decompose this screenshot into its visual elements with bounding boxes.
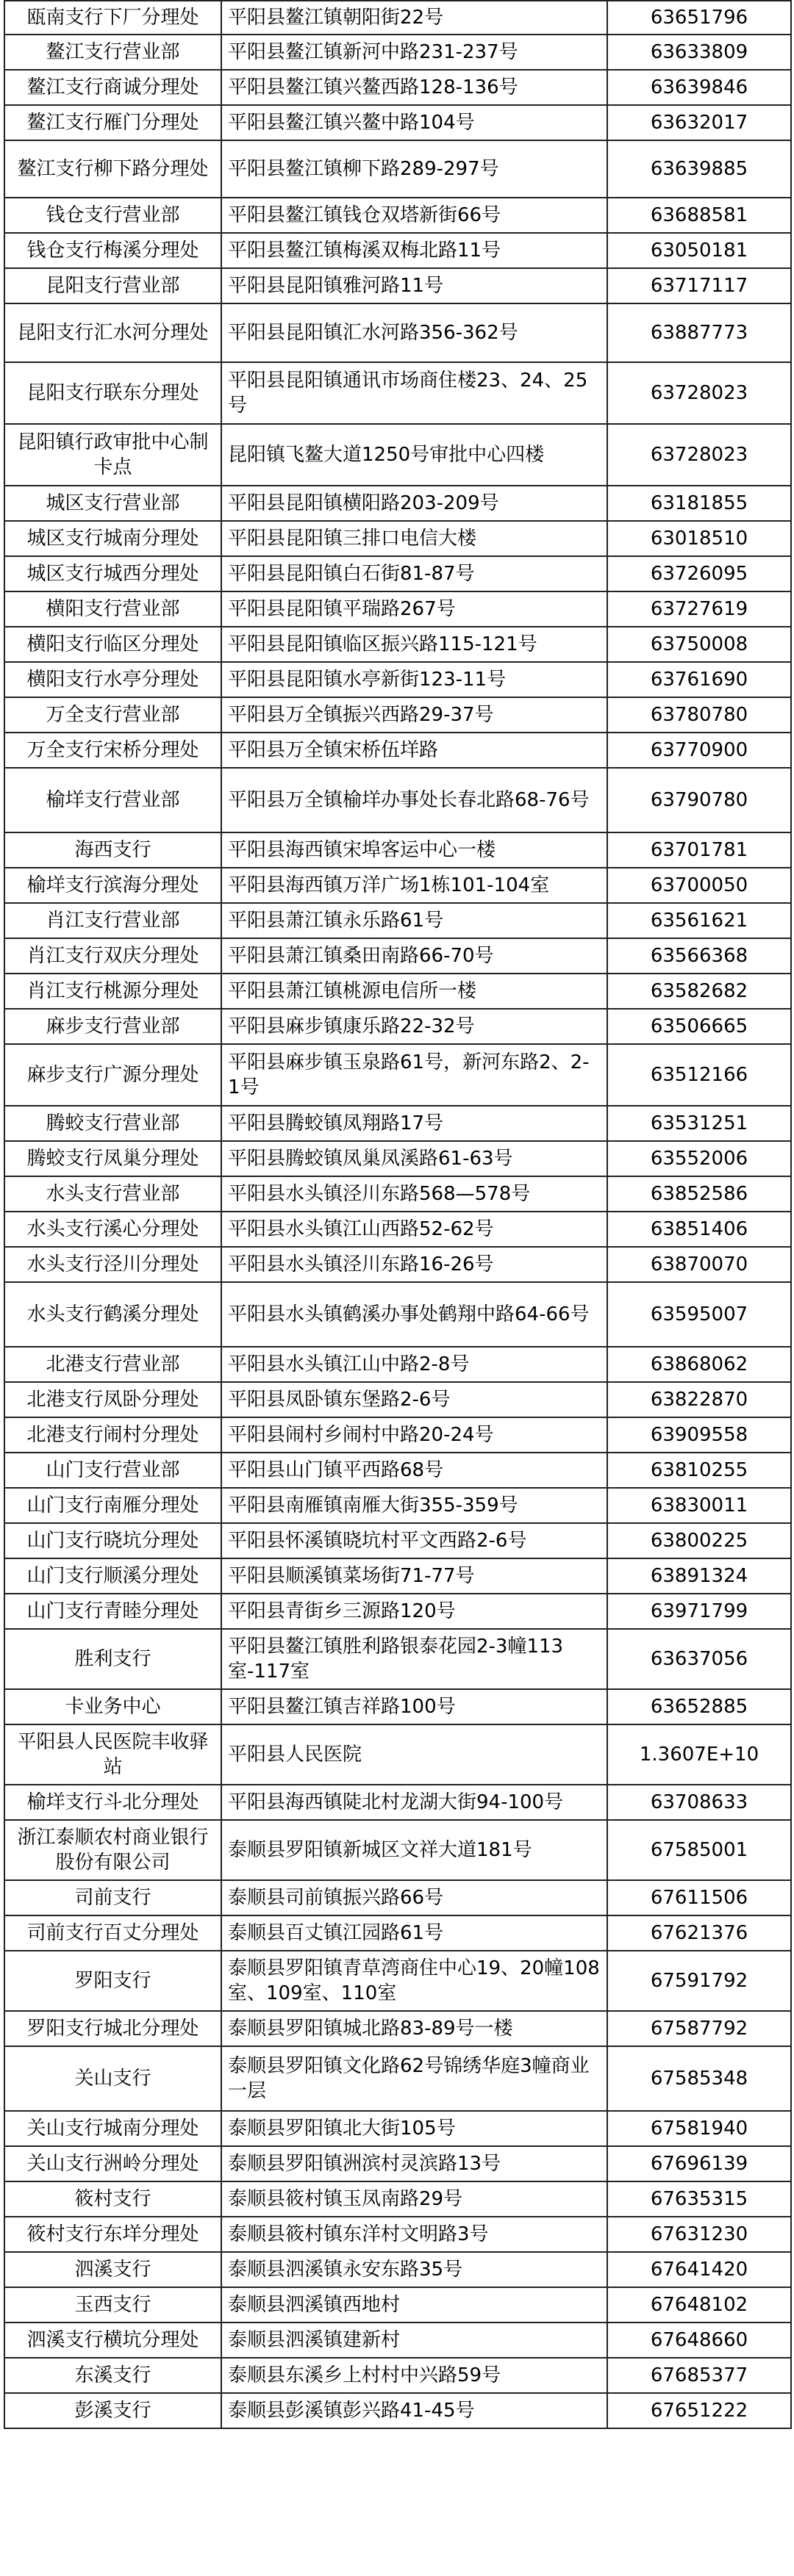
phone-cell: 63701781: [607, 832, 791, 868]
branch-name-cell: 横阳支行临区分理处: [4, 627, 221, 662]
table-row: [4, 70, 791, 105]
table-row: [4, 2252, 791, 2287]
branch-name-cell: 鳌江支行柳下路分理处: [4, 140, 221, 198]
table-row: [4, 1453, 791, 1488]
phone-cell: 63851406: [607, 1212, 791, 1247]
phone-cell: 63770900: [607, 733, 791, 768]
address-cell: 平阳县怀溪镇晓坑村平文西路2-6号: [221, 1523, 607, 1558]
address-cell: 平阳县青街乡三源路120号: [221, 1594, 607, 1629]
table-row: [4, 2011, 791, 2046]
phone-cell: 63531251: [607, 1106, 791, 1141]
branch-name-cell: 山门支行晓坑分理处: [4, 1523, 221, 1558]
branch-name-cell: 东溪支行: [4, 2358, 221, 2393]
phone-cell: 63726095: [607, 556, 791, 591]
branch-name-cell: 罗阳支行: [4, 1951, 221, 2011]
address-cell: 平阳县鳌江镇兴鳌西路128-136号: [221, 70, 607, 105]
branch-name-cell: 筱村支行: [4, 2181, 221, 2217]
branch-name-cell: 水头支行营业部: [4, 1176, 221, 1212]
branch-table-body: [4, 1, 791, 2428]
table-row: [4, 2323, 791, 2358]
branch-name-cell: 腾蛟支行营业部: [4, 1106, 221, 1141]
phone-cell: 63639885: [607, 140, 791, 198]
address-cell: 泰顺县百丈镇江园路61号: [221, 1915, 607, 1951]
table-row: [4, 1212, 791, 1247]
table-row: [4, 486, 791, 521]
branch-name-cell: 昆阳支行联东分理处: [4, 362, 221, 424]
table-row: [4, 2358, 791, 2393]
address-cell: 泰顺县罗阳镇城北路83-89号一楼: [221, 2011, 607, 2046]
address-cell: 泰顺县司前镇振兴路66号: [221, 1880, 607, 1915]
table-row: [4, 1044, 791, 1106]
address-cell: 平阳县海西镇宋埠客运中心一楼: [221, 832, 607, 868]
table-row: [4, 1724, 791, 1785]
table-row: [4, 1, 791, 35]
phone-cell: 63870070: [607, 1247, 791, 1282]
branch-name-cell: 卡业务中心: [4, 1689, 221, 1724]
table-row: [4, 1382, 791, 1417]
address-cell: 平阳县萧江镇桃源电信所一楼: [221, 974, 607, 1009]
address-cell: 平阳县昆阳镇水亭新街123-11号: [221, 662, 607, 697]
branch-name-cell: 浙江泰顺农村商业银行股份有限公司: [4, 1820, 221, 1880]
address-cell: 泰顺县泗溪镇永安东路35号: [221, 2252, 607, 2287]
phone-cell: 67641420: [607, 2252, 791, 2287]
table-row: [4, 1417, 791, 1453]
branch-name-cell: 横阳支行水亭分理处: [4, 662, 221, 697]
phone-cell: 63633809: [607, 35, 791, 70]
table-row: [4, 2046, 791, 2111]
table-row: [4, 1009, 791, 1044]
phone-cell: 67585348: [607, 2046, 791, 2111]
phone-cell: 63727619: [607, 591, 791, 627]
address-cell: 平阳县鳌江镇胜利路银泰花园2-3幢113室-117室: [221, 1629, 607, 1689]
table-row: [4, 362, 791, 424]
phone-cell: 67648102: [607, 2287, 791, 2323]
table-row: [4, 233, 791, 268]
address-cell: 泰顺县彭溪镇彭兴路41-45号: [221, 2393, 607, 2428]
address-cell: 平阳县萧江镇永乐路61号: [221, 903, 607, 938]
branch-name-cell: 北港支行营业部: [4, 1347, 221, 1382]
branch-name-cell: 榆垟支行滨海分理处: [4, 868, 221, 903]
address-cell: 泰顺县罗阳镇文化路62号锦绣华庭3幢商业一层: [221, 2046, 607, 2111]
address-cell: 平阳县鳌江镇柳下路289-297号: [221, 140, 607, 198]
phone-cell: 63688581: [607, 198, 791, 233]
table-row: [4, 697, 791, 733]
address-cell: 平阳县鳌江镇梅溪双梅北路11号: [221, 233, 607, 268]
address-cell: 平阳县昆阳镇平瑞路267号: [221, 591, 607, 627]
phone-cell: 67581940: [607, 2111, 791, 2146]
table-row: [4, 1141, 791, 1176]
branch-name-cell: 腾蛟支行凤巢分理处: [4, 1141, 221, 1176]
phone-cell: 67611506: [607, 1880, 791, 1915]
phone-cell: 63652885: [607, 1689, 791, 1724]
address-cell: 平阳县凤卧镇东堡路2-6号: [221, 1382, 607, 1417]
table-row: [4, 2217, 791, 2252]
branch-name-cell: 城区支行城南分理处: [4, 521, 221, 556]
branch-table: [4, 0, 792, 2429]
address-cell: 平阳县鳌江镇钱仓双塔新街66号: [221, 198, 607, 233]
branch-name-cell: 水头支行鹤溪分理处: [4, 1282, 221, 1347]
table-row: [4, 662, 791, 697]
phone-cell: 63637056: [607, 1629, 791, 1689]
branch-name-cell: 麻步支行广源分理处: [4, 1044, 221, 1106]
branch-name-cell: 关山支行城南分理处: [4, 2111, 221, 2146]
phone-cell: 67591792: [607, 1951, 791, 2011]
phone-cell: 63717117: [607, 268, 791, 303]
address-cell: 泰顺县筱村镇玉凤南路29号: [221, 2181, 607, 2217]
branch-name-cell: 城区支行城西分理处: [4, 556, 221, 591]
phone-cell: 63887773: [607, 303, 791, 362]
table-row: [4, 521, 791, 556]
branch-name-cell: 山门支行营业部: [4, 1453, 221, 1488]
table-row: [4, 627, 791, 662]
branch-name-cell: 万全支行营业部: [4, 697, 221, 733]
address-cell: 平阳县南雁镇南雁大街355-359号: [221, 1488, 607, 1523]
branch-name-cell: 万全支行宋桥分理处: [4, 733, 221, 768]
address-cell: 平阳县水头镇鹤溪办事处鹤翔中路64-66号: [221, 1282, 607, 1347]
table-row: [4, 1523, 791, 1558]
table-row: [4, 2393, 791, 2428]
branch-name-cell: 昆阳支行汇水河分理处: [4, 303, 221, 362]
address-cell: 平阳县海西镇陡北村龙湖大街94-100号: [221, 1785, 607, 1820]
address-cell: 平阳县水头镇泾川东路568—578号: [221, 1176, 607, 1212]
phone-cell: 63512166: [607, 1044, 791, 1106]
phone-cell: 63700050: [607, 868, 791, 903]
table-row: [4, 424, 791, 486]
table-row: [4, 1785, 791, 1820]
phone-cell: 63750008: [607, 627, 791, 662]
address-cell: 平阳县水头镇泾川东路16-26号: [221, 1247, 607, 1282]
phone-cell: 63728023: [607, 362, 791, 424]
phone-cell: 63810255: [607, 1453, 791, 1488]
address-cell: 平阳县鳌江镇吉祥路100号: [221, 1689, 607, 1724]
branch-name-cell: 山门支行顺溪分理处: [4, 1558, 221, 1594]
phone-cell: 67648660: [607, 2323, 791, 2358]
table-row: [4, 1820, 791, 1880]
branch-name-cell: 海西支行: [4, 832, 221, 868]
phone-cell: 63708633: [607, 1785, 791, 1820]
address-cell: 泰顺县罗阳镇青草湾商住中心19、20幢108室、109室、110室: [221, 1951, 607, 2011]
branch-name-cell: 榆垟支行斗北分理处: [4, 1785, 221, 1820]
address-cell: 平阳县鳌江镇兴鳌中路104号: [221, 105, 607, 140]
table-row: [4, 591, 791, 627]
phone-cell: 67587792: [607, 2011, 791, 2046]
table-row: [4, 1915, 791, 1951]
address-cell: 平阳县昆阳镇汇水河路356-362号: [221, 303, 607, 362]
address-cell: 泰顺县泗溪镇西地村: [221, 2287, 607, 2323]
branch-name-cell: 关山支行: [4, 2046, 221, 2111]
table-row: [4, 1106, 791, 1141]
table-row: [4, 1247, 791, 1282]
branch-name-cell: 钱仓支行营业部: [4, 198, 221, 233]
table-row: [4, 832, 791, 868]
address-cell: 平阳县闹村乡闹村中路20-24号: [221, 1417, 607, 1453]
phone-cell: 63632017: [607, 105, 791, 140]
phone-cell: 67651222: [607, 2393, 791, 2428]
phone-cell: 63018510: [607, 521, 791, 556]
phone-cell: 63566368: [607, 938, 791, 974]
address-cell: 平阳县昆阳镇白石街81-87号: [221, 556, 607, 591]
phone-cell: 63761690: [607, 662, 791, 697]
table-row: [4, 1282, 791, 1347]
phone-cell: 67585001: [607, 1820, 791, 1880]
address-cell: 昆阳镇飞鳌大道1250号审批中心四楼: [221, 424, 607, 486]
address-cell: 平阳县昆阳镇通讯市场商住楼23、24、25号: [221, 362, 607, 424]
branch-name-cell: 水头支行泾川分理处: [4, 1247, 221, 1282]
address-cell: 平阳县海西镇万洋广场1栋101-104室: [221, 868, 607, 903]
table-row: [4, 140, 791, 198]
branch-name-cell: 筱村支行东垟分理处: [4, 2217, 221, 2252]
branch-name-cell: 北港支行闹村分理处: [4, 1417, 221, 1453]
branch-name-cell: 横阳支行营业部: [4, 591, 221, 627]
phone-cell: 63790780: [607, 768, 791, 832]
table-row: [4, 768, 791, 832]
table-row: [4, 268, 791, 303]
table-row: [4, 1689, 791, 1724]
phone-cell: 63830011: [607, 1488, 791, 1523]
table-row: [4, 938, 791, 974]
table-row: [4, 2181, 791, 2217]
table-row: [4, 303, 791, 362]
address-cell: 平阳县昆阳镇雅河路11号: [221, 268, 607, 303]
phone-cell: 63582682: [607, 974, 791, 1009]
address-cell: 泰顺县罗阳镇北大街105号: [221, 2111, 607, 2146]
phone-cell: 63800225: [607, 1523, 791, 1558]
table-row: [4, 1880, 791, 1915]
branch-name-cell: 司前支行百丈分理处: [4, 1915, 221, 1951]
branch-name-cell: 肖江支行双庆分理处: [4, 938, 221, 974]
table-row: [4, 1176, 791, 1212]
branch-name-cell: 泗溪支行横坑分理处: [4, 2323, 221, 2358]
branch-name-cell: 山门支行青睦分理处: [4, 1594, 221, 1629]
table-row: [4, 1629, 791, 1689]
table-row: [4, 198, 791, 233]
branch-name-cell: 司前支行: [4, 1880, 221, 1915]
branch-name-cell: 罗阳支行城北分理处: [4, 2011, 221, 2046]
phone-cell: 63728023: [607, 424, 791, 486]
address-cell: 平阳县昆阳镇三排口电信大楼: [221, 521, 607, 556]
table-row: [4, 1488, 791, 1523]
phone-cell: 63909558: [607, 1417, 791, 1453]
phone-cell: 63181855: [607, 486, 791, 521]
address-cell: 泰顺县泗溪镇建新村: [221, 2323, 607, 2358]
table-row: [4, 2146, 791, 2181]
phone-cell: 63050181: [607, 233, 791, 268]
branch-name-cell: 水头支行溪心分理处: [4, 1212, 221, 1247]
address-cell: 泰顺县罗阳镇洲滨村灵滨路13号: [221, 2146, 607, 2181]
table-row: [4, 903, 791, 938]
address-cell: 平阳县万全镇振兴西路29-37号: [221, 697, 607, 733]
table-row: [4, 868, 791, 903]
address-cell: 平阳县萧江镇桑田南路66-70号: [221, 938, 607, 974]
phone-cell: 63595007: [607, 1282, 791, 1347]
branch-name-cell: 玉西支行: [4, 2287, 221, 2323]
branch-name-cell: 肖江支行营业部: [4, 903, 221, 938]
table-row: [4, 556, 791, 591]
branch-name-cell: 榆垟支行营业部: [4, 768, 221, 832]
branch-name-cell: 瓯南支行下厂分理处: [4, 1, 221, 35]
branch-name-cell: 平阳县人民医院丰收驿站: [4, 1724, 221, 1785]
phone-cell: 63651796: [607, 1, 791, 35]
table-row: [4, 2111, 791, 2146]
address-cell: 平阳县腾蛟镇凤翔路17号: [221, 1106, 607, 1141]
phone-cell: 63852586: [607, 1176, 791, 1212]
branch-name-cell: 山门支行南雁分理处: [4, 1488, 221, 1523]
address-cell: 泰顺县东溪乡上村村中兴路59号: [221, 2358, 607, 2393]
table-row: [4, 1558, 791, 1594]
phone-cell: 63780780: [607, 697, 791, 733]
branch-name-cell: 鳌江支行雁门分理处: [4, 105, 221, 140]
table-row: [4, 2287, 791, 2323]
phone-cell: 63971799: [607, 1594, 791, 1629]
table-row: [4, 105, 791, 140]
address-cell: 泰顺县筱村镇东洋村文明路3号: [221, 2217, 607, 2252]
branch-name-cell: 鳌江支行商诚分理处: [4, 70, 221, 105]
phone-cell: 67635315: [607, 2181, 791, 2217]
branch-name-cell: 胜利支行: [4, 1629, 221, 1689]
phone-cell: 63561621: [607, 903, 791, 938]
branch-name-cell: 关山支行洲岭分理处: [4, 2146, 221, 2181]
address-cell: 平阳县腾蛟镇凤巢凤溪路61-63号: [221, 1141, 607, 1176]
address-cell: 平阳县水头镇江山中路2-8号: [221, 1347, 607, 1382]
phone-cell: 63868062: [607, 1347, 791, 1382]
branch-name-cell: 麻步支行营业部: [4, 1009, 221, 1044]
branch-name-cell: 北港支行凤卧分理处: [4, 1382, 221, 1417]
address-cell: 平阳县昆阳镇临区振兴路115-121号: [221, 627, 607, 662]
phone-cell: 1.3607E+10: [607, 1724, 791, 1785]
address-cell: 平阳县人民医院: [221, 1724, 607, 1785]
table-row: [4, 1594, 791, 1629]
phone-cell: 67631230: [607, 2217, 791, 2252]
address-cell: 平阳县山门镇平西路68号: [221, 1453, 607, 1488]
table-row: [4, 1347, 791, 1382]
branch-name-cell: 昆阳镇行政审批中心制卡点: [4, 424, 221, 486]
address-cell: 平阳县水头镇江山西路52-62号: [221, 1212, 607, 1247]
phone-cell: 63639846: [607, 70, 791, 105]
branch-name-cell: 钱仓支行梅溪分理处: [4, 233, 221, 268]
branch-name-cell: 肖江支行桃源分理处: [4, 974, 221, 1009]
address-cell: 泰顺县罗阳镇新城区文祥大道181号: [221, 1820, 607, 1880]
address-cell: 平阳县万全镇宋桥伍垟路: [221, 733, 607, 768]
phone-cell: 63552006: [607, 1141, 791, 1176]
address-cell: 平阳县鳌江镇新河中路231-237号: [221, 35, 607, 70]
address-cell: 平阳县顺溪镇菜场街71-77号: [221, 1558, 607, 1594]
table-row: [4, 974, 791, 1009]
branch-name-cell: 彭溪支行: [4, 2393, 221, 2428]
phone-cell: 63506665: [607, 1009, 791, 1044]
address-cell: 平阳县万全镇榆垟办事处长春北路68-76号: [221, 768, 607, 832]
branch-name-cell: 城区支行营业部: [4, 486, 221, 521]
phone-cell: 67685377: [607, 2358, 791, 2393]
table-row: [4, 733, 791, 768]
phone-cell: 67696139: [607, 2146, 791, 2181]
branch-name-cell: 泗溪支行: [4, 2252, 221, 2287]
table-row: [4, 1951, 791, 2011]
phone-cell: 63822870: [607, 1382, 791, 1417]
branch-name-cell: 鳌江支行营业部: [4, 35, 221, 70]
address-cell: 平阳县麻步镇康乐路22-32号: [221, 1009, 607, 1044]
phone-cell: 67621376: [607, 1915, 791, 1951]
address-cell: 平阳县鳌江镇朝阳街22号: [221, 1, 607, 35]
address-cell: 平阳县昆阳镇横阳路203-209号: [221, 486, 607, 521]
phone-cell: 63891324: [607, 1558, 791, 1594]
table-row: [4, 35, 791, 70]
address-cell: 平阳县麻步镇玉泉路61号，新河东路2、2-1号: [221, 1044, 607, 1106]
branch-name-cell: 昆阳支行营业部: [4, 268, 221, 303]
